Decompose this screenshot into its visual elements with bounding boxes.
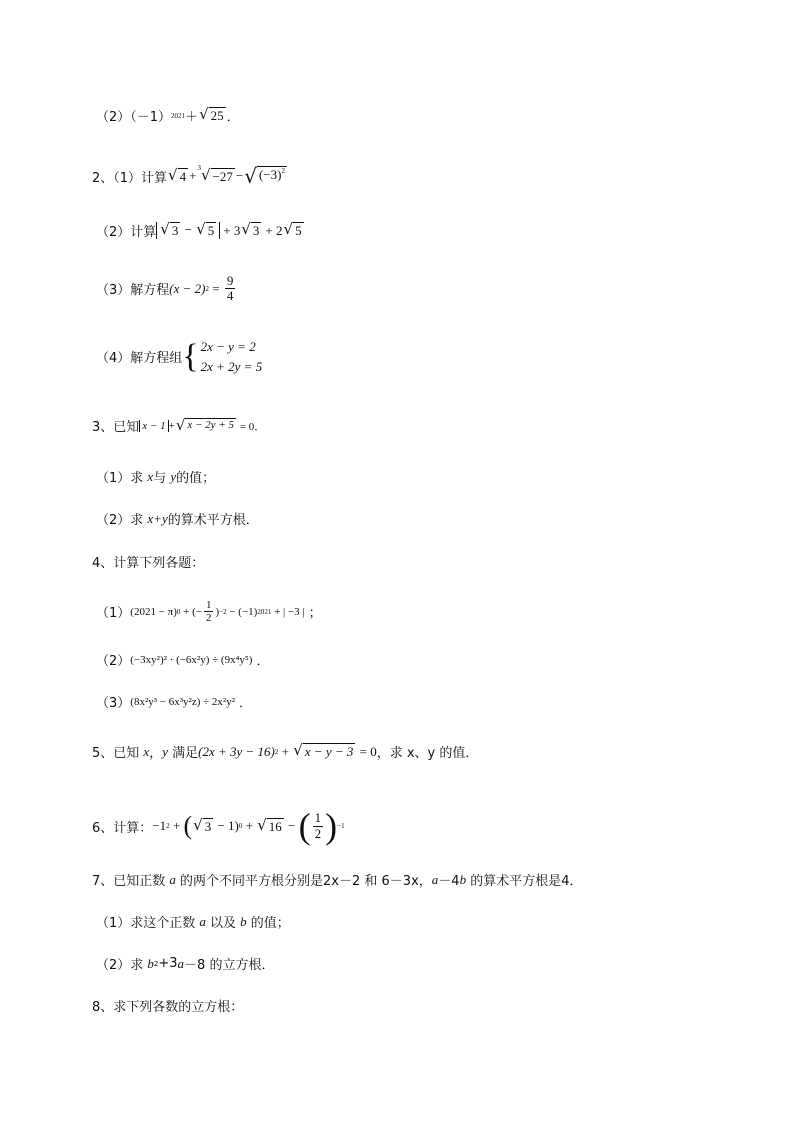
problem-label: （4）解方程组 xyxy=(96,351,183,366)
minus-sign: − xyxy=(235,168,244,183)
problem-label: （1）求这个正数 xyxy=(96,916,200,931)
expression: (−3xy²)² · (−6x²y) ÷ (9x⁴y⁵) xyxy=(130,653,253,666)
problem-label: （3）解方程 xyxy=(96,283,170,299)
problem-7-2: （2）求 b 2 +3 a －8 的立方根． xyxy=(96,955,275,973)
problem-4 xyxy=(92,552,204,571)
problem-4-3: （3） (8x²y³ − 6x³y²z) ÷ 2x²y² ． xyxy=(96,692,252,711)
var-y: y xyxy=(170,468,177,484)
var-x: x xyxy=(147,468,154,484)
plus-sign: ＋ xyxy=(185,109,199,124)
problem-label: （2）（－1） xyxy=(96,110,172,125)
problem-6: 6、计算： −1 2 + ( √ 3 − 1) 0 + √ 16 − ( $\frac{1}{2}$ ) −1 xyxy=(92,806,345,846)
problem-1-2: （2）（－1） 2021 ＋ √ 25 ． xyxy=(96,105,240,125)
left-brace: { xyxy=(182,337,199,375)
problem-label: （3） xyxy=(96,696,131,711)
problem-label: （2）计算 xyxy=(96,225,157,240)
problem-8 xyxy=(92,996,243,1015)
sqrt-4: √ 4 xyxy=(168,165,187,184)
problem-label: 5、已知 xyxy=(92,746,144,761)
period: ． xyxy=(226,109,240,124)
equation-lhs: (x − 2) xyxy=(169,280,206,296)
problem-5: 5、已知 x ， y 满足 (2x + 3y − 16) 2 + √ x − y − 3 = 0 ，求 x、y 的值． xyxy=(92,741,479,761)
problem-3-2: （2）求 x+y 的算术平方根． xyxy=(96,510,259,528)
squared-expression: (2x + 3y − 16) xyxy=(198,743,275,759)
sqrt-expression: √ x − y − 3 xyxy=(293,741,354,760)
problem-label: （2）求 xyxy=(96,958,148,973)
problem-2-2: （2）计算 √ 3 − √ 5 + 3 √ 3 + 2 √ 5 xyxy=(96,220,302,240)
expr-x-plus-y: x+y xyxy=(147,510,168,526)
problem-2-4 xyxy=(96,337,262,376)
problem-4-2: （2） (−3xy²)² · (−6x²y) ÷ (9x⁴y⁵) ． xyxy=(96,650,269,669)
plus-sign: + xyxy=(189,168,197,183)
problem-label: 4、计算下列各题： xyxy=(92,556,205,571)
problem-label: 6、计算： xyxy=(92,820,153,836)
sqrt-25: √ 25 xyxy=(199,105,224,124)
problem-3: 3、已知 x − 1 + √ x − 2y + 5 = 0． xyxy=(92,416,266,435)
problem-3-1: （1）求 x 与 y 的值； xyxy=(96,468,216,486)
problem-label: 2、（1）计算 xyxy=(92,170,168,186)
fraction-1-2: $\frac{1}{2}$ xyxy=(205,599,212,625)
equation-system xyxy=(201,337,263,376)
problem-2-1 xyxy=(92,163,288,188)
problem-4-1: （1） (2021 − π) 0 + (− $\frac{1}{2}$ ) −2 − (−1) 2021 + | −3 | ； xyxy=(96,599,322,625)
problem-7: 7、已知正数 a 的两个不同平方根分别是2x－2 和 6－3x， a －4 b 的算术平方根是4． xyxy=(92,871,583,889)
absolute-value: x − 1 xyxy=(139,420,168,432)
problem-label: （2）求 xyxy=(96,513,148,528)
problem-label: （2） xyxy=(96,654,131,669)
fraction-1-2: $\frac{1}{2}$ xyxy=(314,810,322,841)
sqrt-expression: √ x − 2y + 5 xyxy=(175,416,234,434)
equation-1: 2x − y = 2 xyxy=(200,339,256,354)
problem-label: 7、已知正数 xyxy=(92,874,170,889)
problem-label: 8、求下列各数的立方根： xyxy=(92,1000,244,1015)
problem-label: （1）求 xyxy=(96,471,148,486)
problem-2-3: （3）解方程 (x − 2) 2 = $\frac{9}{4}$ xyxy=(96,273,234,304)
expression: (8x²y³ − 6x³y²z) ÷ 2x²y² xyxy=(130,695,236,708)
problem-label: （1） xyxy=(96,606,131,622)
equation-2: 2x + 2y = 5 xyxy=(200,358,263,374)
fraction-9-4: $\frac{9}{4}$ xyxy=(226,273,234,304)
sqrt-neg3-squared: √ $(-3)^2$ xyxy=(244,164,285,188)
sqrt-16: √ 16 xyxy=(257,815,282,834)
problem-label: 3、已知 xyxy=(92,420,140,435)
problem-7-1: （1）求这个正数 a 以及 b 的值； xyxy=(96,913,290,931)
cube-root: 3 √ −27 xyxy=(197,163,233,184)
absolute-value: √ 3 − √ 5 xyxy=(156,222,220,239)
